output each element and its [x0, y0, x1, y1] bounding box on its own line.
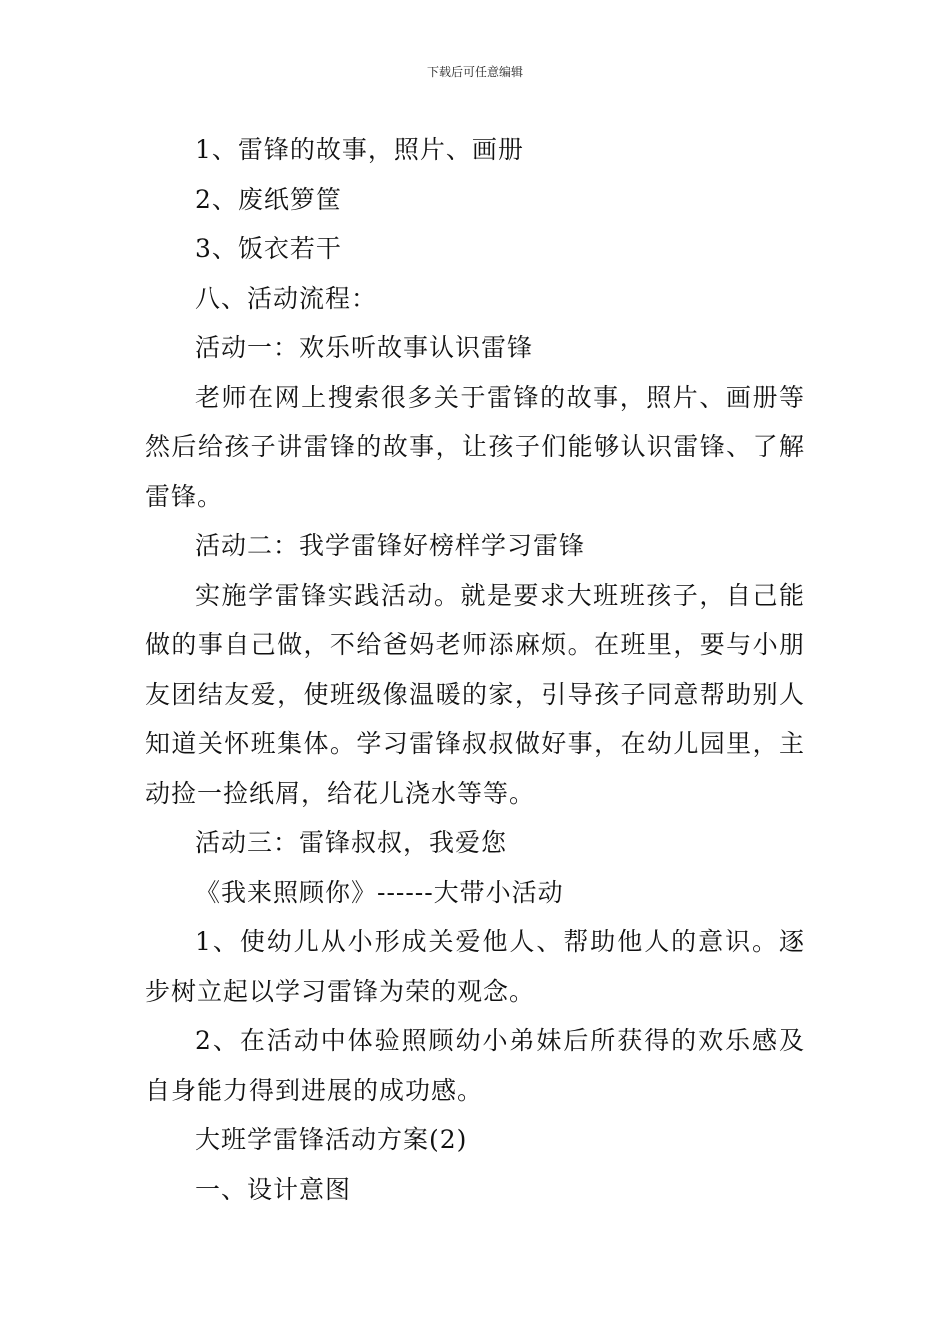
plan-two-title: 大班学雷锋活动方案(2) [195, 1125, 468, 1154]
goal-one: 1、使幼儿从小形成关爱他人、帮助他人的意识。逐步树立起以学习雷锋为荣的观念。 [145, 927, 805, 1006]
activity-two-heading: 活动二：我学雷锋好榜样学习雷锋 [195, 531, 586, 560]
design-intent-heading: 一、设计意图 [195, 1174, 352, 1204]
paragraph-material-2: 2、废纸箩筐 [195, 184, 342, 214]
activity-three-subtitle: 《我来照顾你》------大带小活动 [195, 877, 564, 907]
document-body [145, 125, 805, 1214]
paragraph-material-3: 3、饭衣若干 [195, 234, 342, 263]
paragraph-material-1: 1、雷锋的故事，照片、画册 [195, 135, 524, 164]
section-heading-activity-flow: 八、活动流程： [195, 283, 378, 313]
activity-two-body: 实施学雷锋实践活动。就是要求大班班孩子，自己能做的事自己做，不给爸妈老师添麻烦。在班里，要与小朋友团结友爱，使班级像温暖的家，引导孩子同意帮助别人知道关怀班集体。学习雷锋叔叔做好事，在幼儿园里，主动捡一捡纸屑，给花儿浇水等等。 [145, 580, 805, 808]
activity-three-heading: 活动三：雷锋叔叔，我爱您 [195, 828, 508, 857]
page-header-note: 下载后可任意编辑 [426, 65, 523, 79]
goal-two: 2、在活动中体验照顾幼小弟妹后所获得的欢乐感及自身能力得到进展的成功感。 [145, 1026, 805, 1105]
activity-one-heading: 活动一：欢乐听故事认识雷锋 [195, 333, 534, 362]
activity-one-body: 老师在网上搜索很多关于雷锋的故事，照片、画册等然后给孩子讲雷锋的故事，让孩子们能够认识雷锋、了解雷锋。 [145, 382, 805, 511]
